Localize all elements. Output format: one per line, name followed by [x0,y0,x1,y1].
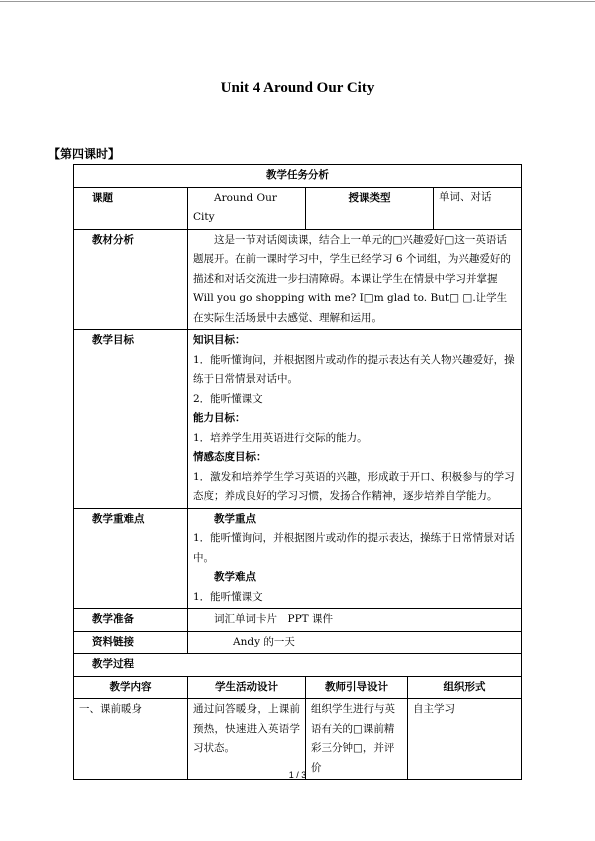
difficult-item-1: 1．能听懂课文 [193,590,263,603]
key-title: 教学重点 [214,512,256,525]
type-label: 授课类型 [306,187,434,229]
row1-form: 自主学习 [408,699,522,780]
lesson-label: 【第四课时】 [48,147,121,161]
process-header-row [74,676,522,699]
key-item-1: 1．能听懂询问，并根据图片或动作的提示表达，操练于日常情景对话中。 [193,532,515,564]
resource-value: Andy 的一天 [188,631,522,654]
ability-item-1: 1．培养学生用英语进行交际的能力。 [193,431,368,444]
resource-row [74,631,522,654]
prep-value: 词汇单词卡片 PPT 课件 [188,609,522,632]
knowledge-title: 知识目标： [193,334,246,346]
table-caption: 教学任务分析 [74,165,522,188]
document-title: Unit 4 Around Our City [220,80,375,96]
process-row [74,654,522,677]
lesson-plan-table [73,164,522,780]
topic-value: Around Our City [188,187,306,229]
topic-row [74,187,522,229]
goals-row [74,330,522,509]
row1-student: 通过问答暖身，上课前预热，快速进入英语学习状态。 [188,699,306,780]
goals-label: 教学目标 [74,330,188,509]
knowledge-item-2: 2．能听懂课文 [193,392,263,405]
keypoints-row [74,508,522,609]
prep-row [74,609,522,632]
table-caption-row [74,165,522,188]
difficult-title: 教学难点 [214,571,256,583]
ability-title: 能力目标： [193,412,246,424]
page-number: 1 / 3 [288,770,307,780]
topic-label: 课题 [74,187,188,229]
material-label: 教材分析 [74,229,188,330]
material-row [74,229,522,330]
material-text: 这是一节对话阅读课，结合上一单元的□兴趣爱好□这一英语话题展开。在前一课时学习中，学生已经学习 6 个词组，为兴趣爱好的描述和对话交流进一步扫清障碍。本课让学生在情景中学习并掌握 Will you go shopping with me? I□m glad to. But□ □.让学生在实际生活场景中去感觉、理解和运用。 [188,229,522,330]
emotion-item-1: 1．激发和培养学生学习英语的兴趣，形成敢于开口、积极参与的学习态度；养成良好的学习习惯，发扬合作精神，逐步培养自学能力。 [193,470,515,502]
knowledge-item-1: 1．能听懂询问，并根据图片或动作的提示表达有关人物兴趣爱好，操练于日常情景对话中。 [193,353,515,385]
process-row-warmup [74,699,522,780]
type-value: 单词、对话 [434,187,522,229]
prep-label: 教学准备 [74,609,188,632]
col-student-header: 学生活动设计 [188,676,306,699]
header-rule [0,1,595,2]
keypoints-label: 教学重难点 [74,508,188,609]
process-label: 教学过程 [74,654,522,677]
col-form-header: 组织形式 [408,676,522,699]
emotion-title: 情感态度目标： [193,451,267,463]
row1-content: 一、课前暖身 [74,699,188,780]
col-teacher-header: 教师引导设计 [306,676,408,699]
goals-content [188,330,522,509]
keypoints-content [188,508,522,609]
resource-label: 资料链接 [74,631,188,654]
row1-teacher: 组织学生进行与英语有关的□课前精彩三分钟□，并评价 [306,699,408,780]
col-content-header: 教学内容 [74,676,188,699]
